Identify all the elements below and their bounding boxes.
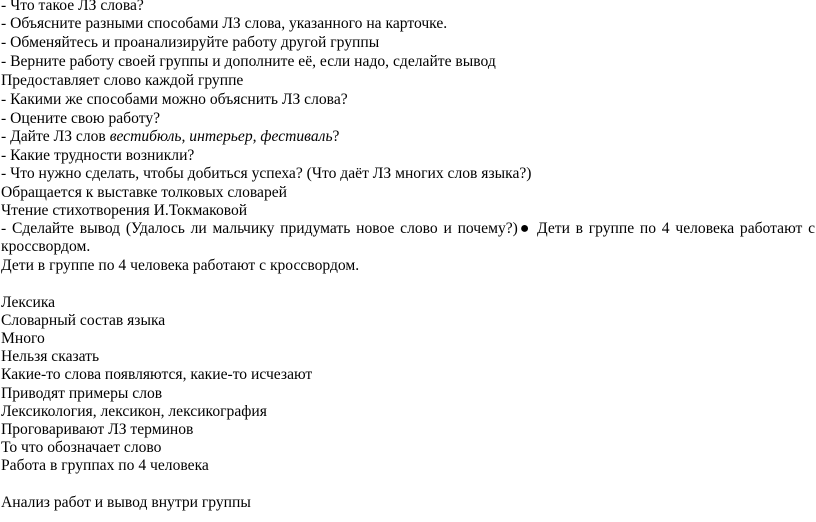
- text-line: - Верните работу своей группы и дополните её, если надо, сделайте вывод: [1, 53, 496, 70]
- conclusion-line: [1, 220, 815, 238]
- text-line: Дети в группе по 4 человека работают с кроссвордом.: [1, 257, 360, 274]
- conclusion-text: - Сделайте вывод (Удалось ли мальчику придумать новое слово и почему?): [1, 220, 518, 237]
- answer-line: Словарный состав языка: [1, 312, 166, 329]
- text-line: - Какими же способами можно объяснить ЛЗ слова?: [1, 91, 348, 108]
- answer-line: Работа в группах по 4 человека: [1, 457, 209, 474]
- answer-line: Проговаривают ЛЗ терминов: [1, 421, 194, 438]
- answer-line: Лексика: [1, 294, 56, 311]
- text-line: Обращается к выставке толковых словарей: [1, 184, 288, 201]
- answer-line: То что обозначает слово: [1, 439, 162, 456]
- text-line: - Обменяйтесь и проанализируйте работу другой группы: [1, 34, 380, 51]
- text-line: - Объясните разными способами ЛЗ слова, указанного на карточке.: [1, 15, 448, 32]
- text-line: кроссвордом.: [1, 238, 91, 255]
- bullet-icon: ●: [517, 220, 532, 237]
- answer-line: Нельзя сказать: [1, 348, 100, 365]
- text-line: Чтение стихотворения И.Токмаковой: [1, 202, 248, 219]
- answer-line: Какие-то слова появляются, какие-то исчезают: [1, 366, 313, 383]
- answer-line: Приводят примеры слов: [1, 385, 163, 402]
- text-line: - Что такое ЛЗ слова?: [1, 0, 144, 14]
- text-line: - Что нужно сделать, чтобы добиться успеха? (Что даёт ЛЗ многих слов языка?): [1, 165, 532, 182]
- task-words: вестибюль, интерьер, фестиваль: [109, 128, 333, 145]
- text-line: Предоставляет слово каждой группе: [1, 72, 244, 89]
- text-line: - Какие трудности возникли?: [1, 147, 195, 164]
- text-line: - Оцените свою работу?: [1, 110, 161, 127]
- conclusion-groups-text: Дети в группе по 4 человека работают с: [537, 220, 816, 237]
- final-line: Анализ работ и вывод внутри группы: [1, 494, 251, 511]
- task-line: [1, 128, 339, 146]
- task-prefix: - Дайте ЛЗ слов: [1, 128, 110, 145]
- answer-line: Много: [1, 330, 45, 347]
- task-suffix: ?: [332, 128, 340, 145]
- answer-line: Лексикология, лексикон, лексикография: [1, 403, 267, 420]
